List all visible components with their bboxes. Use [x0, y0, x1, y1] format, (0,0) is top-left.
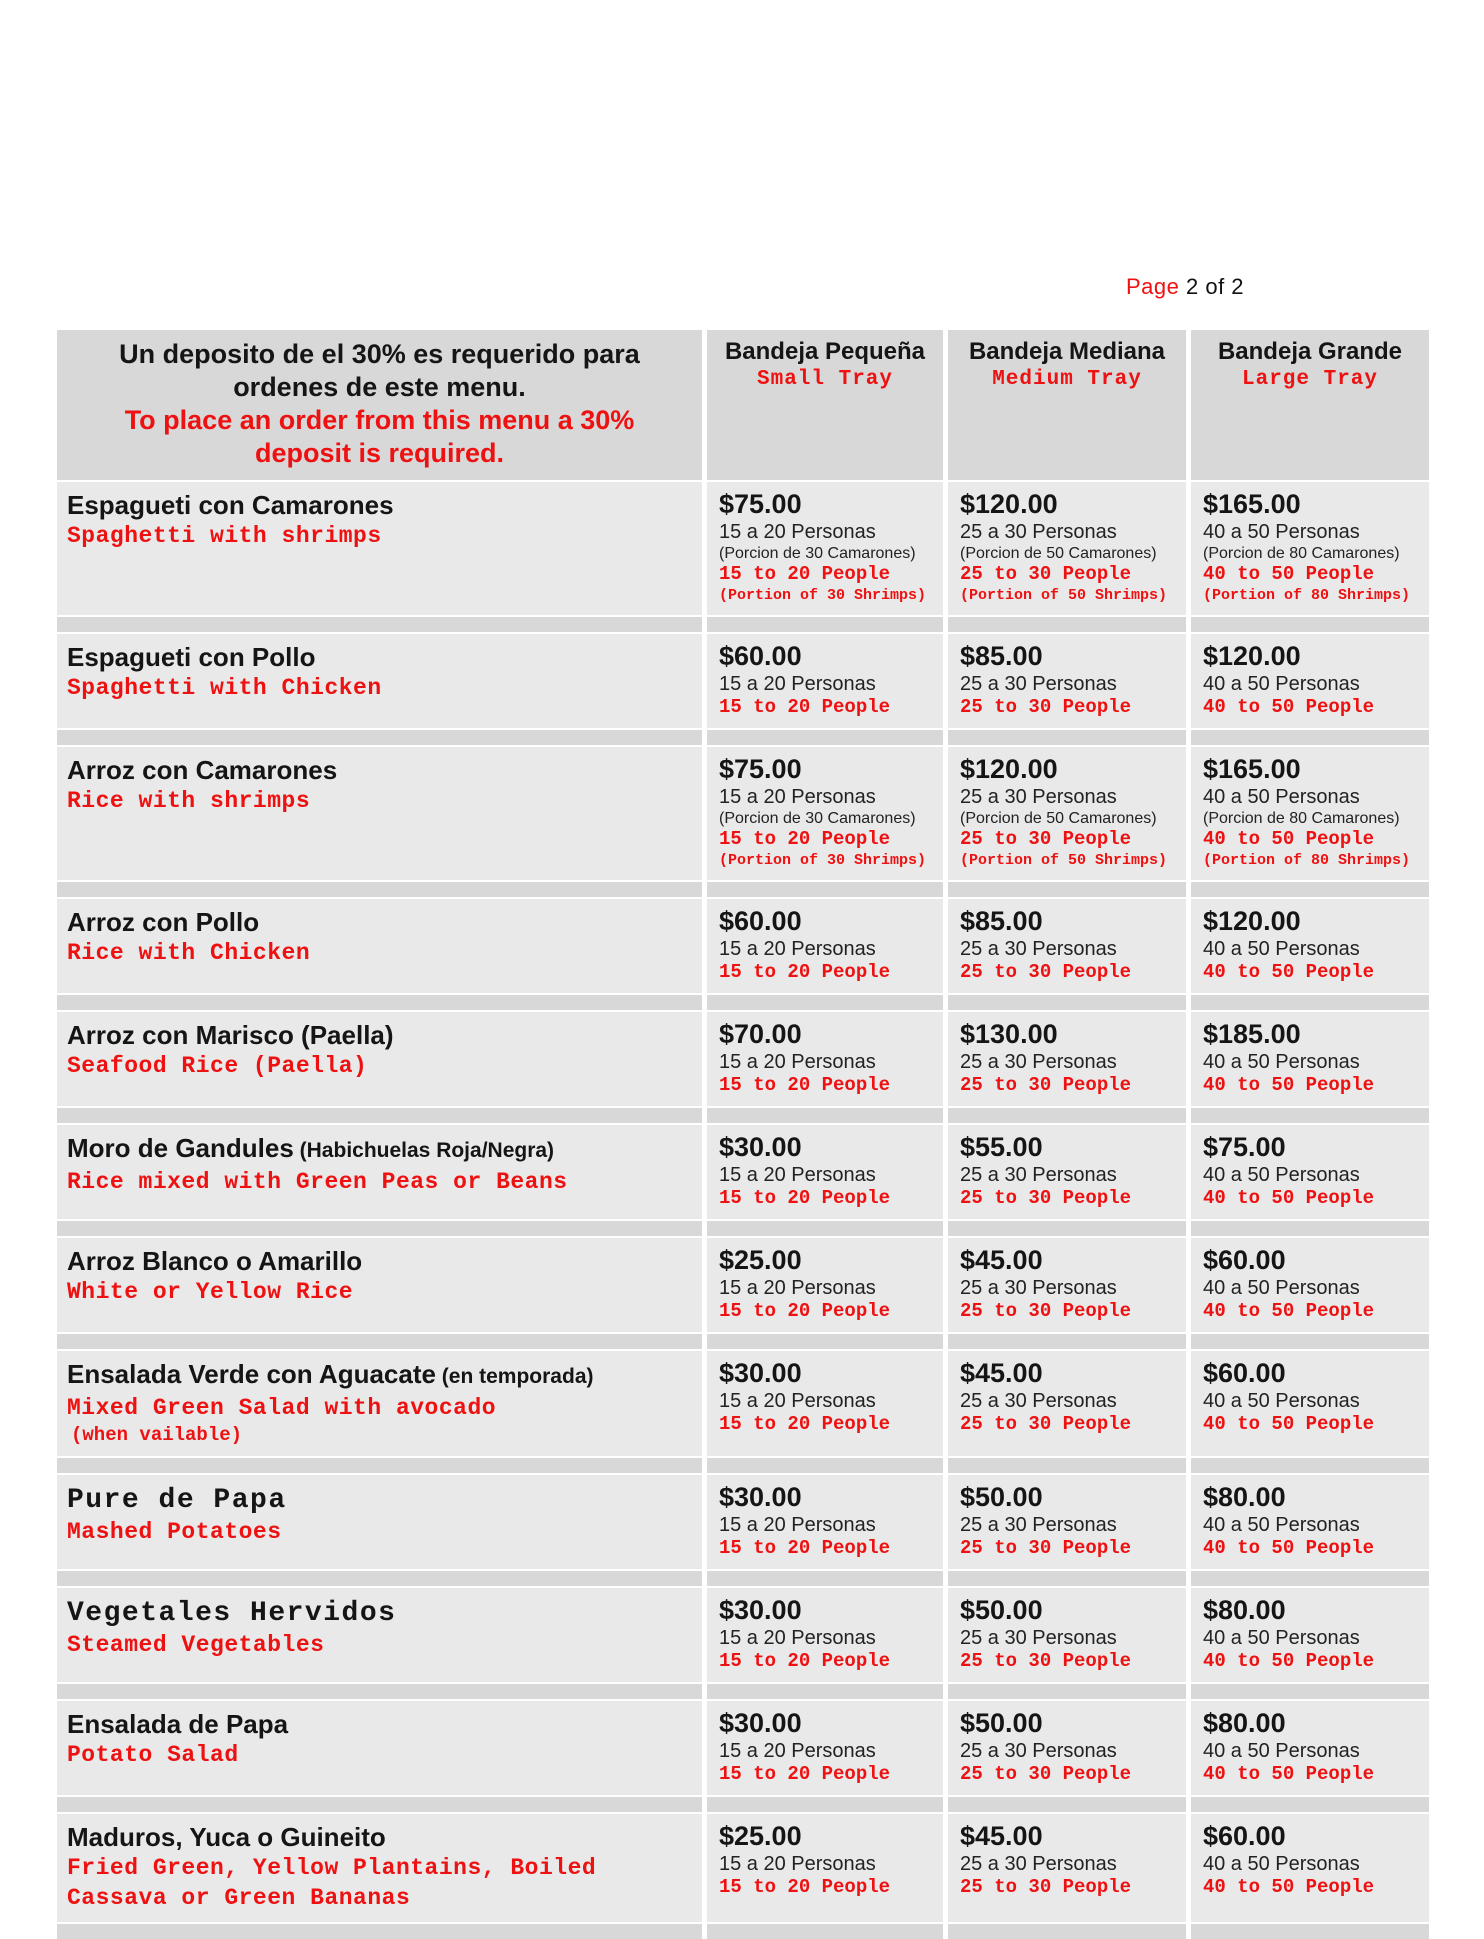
price: $80.00 — [1203, 1595, 1286, 1625]
price: $50.00 — [960, 1708, 1043, 1738]
portion-en: (Portion of 80 Shrimps) — [1203, 852, 1411, 869]
row-spacer — [57, 882, 702, 897]
item-name-cell — [57, 1475, 702, 1569]
people-en: 15 to 20 People — [719, 1074, 891, 1096]
row-spacer — [948, 1108, 1186, 1123]
personas-es: 40 a 50 Personas — [1203, 1164, 1360, 1186]
price: $80.00 — [1203, 1708, 1286, 1738]
people-en: 15 to 20 People — [719, 1876, 891, 1898]
item-name-cell — [57, 1701, 702, 1795]
personas-es: 25 a 30 Personas — [960, 1390, 1117, 1412]
price: $50.00 — [960, 1595, 1043, 1625]
price: $60.00 — [719, 906, 802, 936]
personas-es: 40 a 50 Personas — [1203, 673, 1360, 695]
item-name-es-main: Ensalada Verde con Aguacate — [67, 1359, 436, 1389]
price: $45.00 — [960, 1358, 1043, 1388]
price: $30.00 — [719, 1358, 802, 1388]
column-header-medium-tray — [948, 330, 1186, 480]
portion-en: (Portion of 80 Shrimps) — [1203, 587, 1411, 604]
row-spacer — [57, 1108, 702, 1123]
row-spacer — [1191, 1684, 1429, 1699]
people-en: 40 to 50 People — [1203, 563, 1375, 585]
page-indicator-word: Page — [1126, 274, 1180, 299]
people-en: 25 to 30 People — [960, 1413, 1132, 1435]
price: $185.00 — [1203, 1019, 1301, 1049]
item-name-es-suffix: (en temporada) — [435, 1365, 594, 1388]
item-name-es — [67, 1482, 692, 1517]
personas-es: 15 a 20 Personas — [719, 1051, 876, 1073]
price: $85.00 — [960, 641, 1043, 671]
row-spacer — [57, 1458, 702, 1473]
row-spacer — [948, 1797, 1186, 1812]
porcion-es: (Porcion de 50 Camarones) — [960, 810, 1157, 827]
price-cell — [707, 1475, 943, 1569]
personas-es: 15 a 20 Personas — [719, 1277, 876, 1299]
price-cell — [707, 1588, 943, 1682]
row-spacer — [1191, 1571, 1429, 1586]
personas-es: 15 a 20 Personas — [719, 786, 876, 808]
price: $30.00 — [719, 1595, 802, 1625]
personas-es: 25 a 30 Personas — [960, 1514, 1117, 1536]
row-spacer — [707, 1571, 943, 1586]
people-en: 40 to 50 People — [1203, 1300, 1375, 1322]
people-en: 15 to 20 People — [719, 563, 891, 585]
price: $60.00 — [1203, 1358, 1286, 1388]
row-spacer — [707, 995, 943, 1010]
item-name-es-main: Arroz con Pollo — [67, 907, 260, 937]
item-name-es — [67, 1821, 692, 1853]
price-cell — [948, 1125, 1186, 1219]
price-cell — [1191, 482, 1429, 615]
people-en: 25 to 30 People — [960, 1187, 1132, 1209]
price: $80.00 — [1203, 1482, 1286, 1512]
row-spacer — [1191, 730, 1429, 745]
item-name-es-suffix: (Habichuelas Roja/Negra) — [293, 1139, 555, 1162]
porcion-es: (Porcion de 30 Camarones) — [719, 810, 916, 827]
personas-es: 40 a 50 Personas — [1203, 938, 1360, 960]
column-header-es: Bandeja Mediana — [968, 338, 1166, 365]
row-spacer — [707, 1334, 943, 1349]
price: $25.00 — [719, 1821, 802, 1851]
row-spacer — [1191, 617, 1429, 632]
people-en: 40 to 50 People — [1203, 1413, 1375, 1435]
item-name-es — [67, 1358, 692, 1393]
row-spacer — [707, 1797, 943, 1812]
item-name-es — [67, 906, 692, 938]
row-spacer — [57, 1334, 702, 1349]
item-name-es-main: Vegetales Hervidos — [67, 1598, 397, 1629]
item-name-cell — [57, 1012, 702, 1106]
column-header-es: Bandeja Grande — [1217, 338, 1403, 365]
personas-es: 25 a 30 Personas — [960, 1051, 1117, 1073]
column-header-es: Bandeja Pequeña — [724, 338, 926, 365]
personas-es: 25 a 30 Personas — [960, 1853, 1117, 1875]
column-header-en: Small Tray — [756, 368, 894, 391]
price: $50.00 — [960, 1482, 1043, 1512]
people-en: 25 to 30 People — [960, 1074, 1132, 1096]
item-name-es-main: Maduros, Yuca o Guineito — [67, 1822, 386, 1852]
personas-es: 15 a 20 Personas — [719, 1740, 876, 1762]
item-name-cell — [57, 1814, 702, 1922]
price-cell — [948, 482, 1186, 615]
price-cell — [707, 747, 943, 880]
price: $25.00 — [719, 1245, 802, 1275]
row-spacer — [948, 617, 1186, 632]
item-name-es-main: Espagueti con Camarones — [67, 490, 394, 520]
price: $165.00 — [1203, 489, 1301, 519]
price-cell — [707, 634, 943, 728]
people-en: 25 to 30 People — [960, 828, 1132, 850]
price-cell — [707, 1814, 943, 1922]
item-name-es — [67, 489, 692, 521]
row-spacer — [57, 1924, 702, 1939]
item-name-en: Fried Green, Yellow Plantains, Boiled Cassava or Green Bananas — [67, 1855, 597, 1911]
price-cell — [1191, 1238, 1429, 1332]
price-cell — [1191, 1351, 1429, 1456]
personas-es: 40 a 50 Personas — [1203, 1051, 1360, 1073]
price: $55.00 — [960, 1132, 1043, 1162]
deposit-notice-en: To place an order from this menu a 30% deposit is required. — [124, 405, 635, 468]
column-header-en: Large Tray — [1241, 368, 1379, 391]
price: $165.00 — [1203, 754, 1301, 784]
personas-es: 15 a 20 Personas — [719, 521, 876, 543]
people-en: 15 to 20 People — [719, 1650, 891, 1672]
personas-es: 15 a 20 Personas — [719, 1514, 876, 1536]
porcion-es: (Porcion de 50 Camarones) — [960, 545, 1157, 562]
row-spacer — [948, 1684, 1186, 1699]
price: $120.00 — [1203, 906, 1301, 936]
personas-es: 40 a 50 Personas — [1203, 1853, 1360, 1875]
price: $30.00 — [719, 1708, 802, 1738]
price-cell — [1191, 899, 1429, 993]
item-name-en: Potato Salad — [67, 1742, 239, 1768]
row-spacer — [57, 1684, 702, 1699]
row-spacer — [707, 1924, 943, 1939]
row-spacer — [1191, 882, 1429, 897]
row-spacer — [707, 1221, 943, 1236]
item-name-es — [67, 754, 692, 786]
item-name-es — [67, 1132, 692, 1167]
price: $60.00 — [1203, 1245, 1286, 1275]
row-spacer — [1191, 1458, 1429, 1473]
personas-es: 40 a 50 Personas — [1203, 786, 1360, 808]
price-cell — [707, 899, 943, 993]
people-en: 15 to 20 People — [719, 1763, 891, 1785]
row-spacer — [707, 882, 943, 897]
people-en: 40 to 50 People — [1203, 696, 1375, 718]
item-note-en: (when vailable) — [71, 1424, 243, 1446]
item-name-en: Seafood Rice (Paella) — [67, 1053, 368, 1079]
page-indicator-count: 2 of 2 — [1179, 274, 1245, 299]
row-spacer — [57, 730, 702, 745]
item-name-cell — [57, 482, 702, 615]
item-name-cell — [57, 899, 702, 993]
personas-es: 15 a 20 Personas — [719, 1627, 876, 1649]
deposit-notice-es: Un deposito de el 30% es requerido para ordenes de este menu. — [119, 339, 640, 402]
price-cell — [707, 1012, 943, 1106]
price-cell — [707, 1125, 943, 1219]
price: $45.00 — [960, 1821, 1043, 1851]
people-en: 15 to 20 People — [719, 1413, 891, 1435]
price-cell — [948, 634, 1186, 728]
people-en: 15 to 20 People — [719, 828, 891, 850]
price: $120.00 — [960, 489, 1058, 519]
people-en: 40 to 50 People — [1203, 1074, 1375, 1096]
people-en: 15 to 20 People — [719, 1187, 891, 1209]
item-name-es-main: Moro de Gandules — [67, 1133, 294, 1163]
people-en: 40 to 50 People — [1203, 1876, 1375, 1898]
price-cell — [948, 1814, 1186, 1922]
people-en: 25 to 30 People — [960, 563, 1132, 585]
people-en: 15 to 20 People — [719, 1300, 891, 1322]
item-name-es — [67, 1595, 692, 1630]
item-name-es — [67, 641, 692, 673]
personas-es: 40 a 50 Personas — [1203, 1277, 1360, 1299]
row-spacer — [1191, 1221, 1429, 1236]
price-cell — [1191, 634, 1429, 728]
price: $30.00 — [719, 1132, 802, 1162]
personas-es: 40 a 50 Personas — [1203, 1740, 1360, 1762]
people-en: 25 to 30 People — [960, 1650, 1132, 1672]
price-cell — [948, 1012, 1186, 1106]
price-cell — [707, 1238, 943, 1332]
price-cell — [1191, 1588, 1429, 1682]
people-en: 15 to 20 People — [719, 696, 891, 718]
personas-es: 25 a 30 Personas — [960, 938, 1117, 960]
people-en: 40 to 50 People — [1203, 1650, 1375, 1672]
people-en: 40 to 50 People — [1203, 828, 1375, 850]
item-name-en: Rice mixed with Green Peas or Beans — [67, 1169, 568, 1195]
menu-table — [57, 330, 1429, 1939]
price-cell — [948, 747, 1186, 880]
people-en: 25 to 30 People — [960, 1763, 1132, 1785]
price: $70.00 — [719, 1019, 802, 1049]
item-name-en: Mashed Potatoes — [67, 1519, 282, 1545]
item-name-cell — [57, 634, 702, 728]
personas-es: 25 a 30 Personas — [960, 673, 1117, 695]
price-cell — [948, 1588, 1186, 1682]
portion-en: (Portion of 30 Shrimps) — [719, 587, 927, 604]
item-name-es-main: Pure de Papa — [67, 1485, 287, 1516]
row-spacer — [948, 1221, 1186, 1236]
porcion-es: (Porcion de 80 Camarones) — [1203, 545, 1400, 562]
item-name-cell — [57, 1588, 702, 1682]
price-cell — [707, 1351, 943, 1456]
row-spacer — [948, 1571, 1186, 1586]
price-cell — [948, 1351, 1186, 1456]
people-en: 25 to 30 People — [960, 696, 1132, 718]
price: $75.00 — [719, 754, 802, 784]
column-header-small-tray — [707, 330, 943, 480]
row-spacer — [57, 1221, 702, 1236]
people-en: 25 to 30 People — [960, 961, 1132, 983]
personas-es: 25 a 30 Personas — [960, 786, 1117, 808]
price-cell — [1191, 1814, 1429, 1922]
row-spacer — [948, 1458, 1186, 1473]
item-name-cell — [57, 1238, 702, 1332]
price: $60.00 — [1203, 1821, 1286, 1851]
item-name-en: Mixed Green Salad with avocado — [67, 1395, 497, 1421]
personas-es: 25 a 30 Personas — [960, 1740, 1117, 1762]
row-spacer — [948, 1334, 1186, 1349]
price: $130.00 — [960, 1019, 1058, 1049]
price-cell — [1191, 1012, 1429, 1106]
price: $120.00 — [960, 754, 1058, 784]
price-cell — [707, 482, 943, 615]
personas-es: 40 a 50 Personas — [1203, 1514, 1360, 1536]
row-spacer — [57, 1571, 702, 1586]
price-cell — [1191, 1701, 1429, 1795]
column-header-en: Medium Tray — [992, 368, 1142, 391]
price-cell — [1191, 1475, 1429, 1569]
item-name-es — [67, 1245, 692, 1277]
item-name-cell — [57, 1351, 702, 1456]
row-spacer — [948, 730, 1186, 745]
price-cell — [948, 899, 1186, 993]
page-indicator — [1126, 274, 1244, 300]
personas-es: 15 a 20 Personas — [719, 1853, 876, 1875]
row-spacer — [948, 882, 1186, 897]
people-en: 40 to 50 People — [1203, 1537, 1375, 1559]
row-spacer — [1191, 1924, 1429, 1939]
item-name-es-main: Arroz con Camarones — [67, 755, 338, 785]
item-name-en: Rice with shrimps — [67, 788, 311, 814]
people-en: 40 to 50 People — [1203, 961, 1375, 983]
row-spacer — [1191, 1334, 1429, 1349]
price-cell — [948, 1701, 1186, 1795]
item-name-es-main: Espagueti con Pollo — [67, 642, 316, 672]
porcion-es: (Porcion de 80 Camarones) — [1203, 810, 1400, 827]
item-name-es-main: Arroz con Marisco (Paella) — [67, 1020, 394, 1050]
row-spacer — [707, 1108, 943, 1123]
item-name-en: Steamed Vegetables — [67, 1632, 325, 1658]
item-name-cell — [57, 747, 702, 880]
row-spacer — [707, 730, 943, 745]
item-name-en: Rice with Chicken — [67, 940, 311, 966]
people-en: 40 to 50 People — [1203, 1187, 1375, 1209]
row-spacer — [1191, 1108, 1429, 1123]
portion-en: (Portion of 50 Shrimps) — [960, 587, 1168, 604]
item-name-es — [67, 1019, 692, 1051]
row-spacer — [1191, 995, 1429, 1010]
price: $75.00 — [1203, 1132, 1286, 1162]
people-en: 15 to 20 People — [719, 1537, 891, 1559]
personas-es: 25 a 30 Personas — [960, 1627, 1117, 1649]
personas-es: 40 a 50 Personas — [1203, 521, 1360, 543]
price-cell — [948, 1238, 1186, 1332]
price: $45.00 — [960, 1245, 1043, 1275]
item-name-es-main: Arroz Blanco o Amarillo — [67, 1246, 363, 1276]
people-en: 40 to 50 People — [1203, 1763, 1375, 1785]
column-header-large-tray — [1191, 330, 1429, 480]
deposit-notice — [57, 330, 702, 480]
price-cell — [1191, 747, 1429, 880]
personas-es: 15 a 20 Personas — [719, 1390, 876, 1412]
row-spacer — [707, 1458, 943, 1473]
people-en: 25 to 30 People — [960, 1300, 1132, 1322]
item-name-es-main: Ensalada de Papa — [67, 1709, 289, 1739]
portion-en: (Portion of 30 Shrimps) — [719, 852, 927, 869]
price-cell — [948, 1475, 1186, 1569]
price: $120.00 — [1203, 641, 1301, 671]
price: $30.00 — [719, 1482, 802, 1512]
personas-es: 25 a 30 Personas — [960, 1164, 1117, 1186]
personas-es: 15 a 20 Personas — [719, 1164, 876, 1186]
personas-es: 25 a 30 Personas — [960, 521, 1117, 543]
row-spacer — [57, 995, 702, 1010]
item-name-en: White or Yellow Rice — [67, 1279, 354, 1305]
row-spacer — [948, 1924, 1186, 1939]
row-spacer — [57, 1797, 702, 1812]
personas-es: 40 a 50 Personas — [1203, 1390, 1360, 1412]
item-name-en: Spaghetti with shrimps — [67, 523, 382, 549]
personas-es: 40 a 50 Personas — [1203, 1627, 1360, 1649]
personas-es: 15 a 20 Personas — [719, 673, 876, 695]
row-spacer — [57, 617, 702, 632]
porcion-es: (Porcion de 30 Camarones) — [719, 545, 916, 562]
personas-es: 25 a 30 Personas — [960, 1277, 1117, 1299]
row-spacer — [707, 617, 943, 632]
item-name-cell — [57, 1125, 702, 1219]
row-spacer — [1191, 1797, 1429, 1812]
people-en: 25 to 30 People — [960, 1537, 1132, 1559]
personas-es: 15 a 20 Personas — [719, 938, 876, 960]
price-cell — [707, 1701, 943, 1795]
price-cell — [1191, 1125, 1429, 1219]
price: $60.00 — [719, 641, 802, 671]
portion-en: (Portion of 50 Shrimps) — [960, 852, 1168, 869]
price: $85.00 — [960, 906, 1043, 936]
row-spacer — [707, 1684, 943, 1699]
people-en: 15 to 20 People — [719, 961, 891, 983]
people-en: 25 to 30 People — [960, 1876, 1132, 1898]
item-name-en: Spaghetti with Chicken — [67, 675, 382, 701]
row-spacer — [948, 995, 1186, 1010]
price: $75.00 — [719, 489, 802, 519]
item-name-es — [67, 1708, 692, 1740]
